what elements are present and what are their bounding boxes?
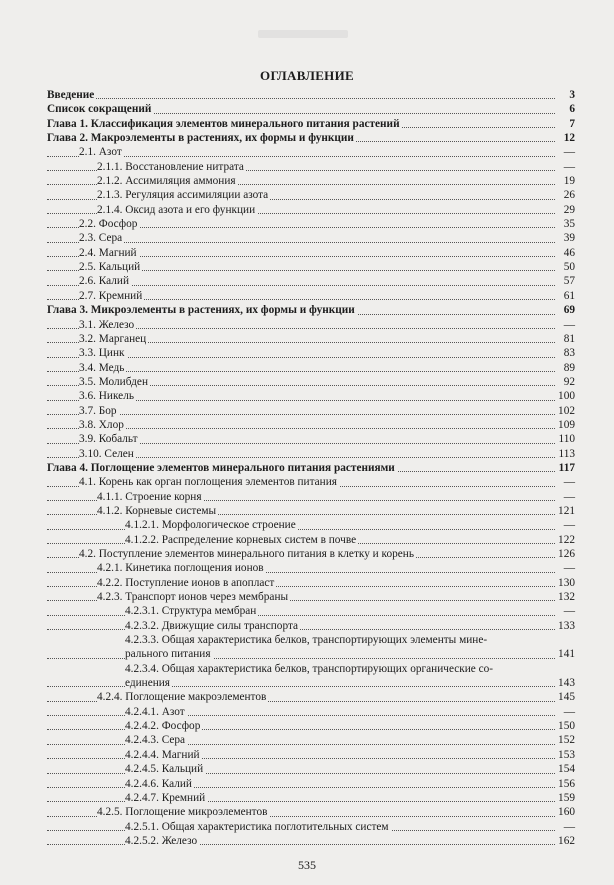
- toc-entry-page: 12: [555, 131, 575, 145]
- toc-entry-title: 3.8. Хлор: [79, 418, 124, 431]
- toc-entry-page: 159: [555, 791, 575, 805]
- toc-entry: [47, 834, 575, 848]
- toc-entry-title: 4.2.5.1. Общая характеристика поглотительных систем: [125, 820, 389, 833]
- toc-entry-page: —: [555, 145, 575, 159]
- toc-entry-title: 4.2.3.1. Структура мембран: [125, 605, 257, 618]
- toc-entry-page: 153: [555, 748, 575, 762]
- dot-leader: [47, 428, 575, 429]
- toc-entry: [47, 475, 575, 489]
- toc-entry-page: 145: [555, 690, 575, 704]
- toc-entry-title: 4.1.2.1. Морфологическое строение: [125, 519, 296, 532]
- toc-entry-title: Глава 3. Микроэлементы в растениях, их формы и функции: [47, 304, 355, 317]
- toc-entry-title: 4.2.3.2. Движущие силы транспорта: [125, 619, 299, 632]
- toc-entry-page: 109: [555, 418, 575, 432]
- toc-entry: [47, 748, 575, 762]
- toc-entry-page: 122: [555, 533, 575, 547]
- toc-entry-page: 150: [555, 719, 575, 733]
- toc-entry-title: Глава 4. Поглощение элементов минерального питания растениями: [47, 461, 395, 474]
- toc-entry-title: 4.2.4.1. Азот: [125, 705, 185, 718]
- page-number: 535: [298, 858, 316, 872]
- toc-entry: [47, 461, 575, 475]
- toc-entry-title: 3.2. Марганец: [79, 332, 147, 345]
- toc-entry-page: —: [555, 518, 575, 532]
- toc-entry: [47, 490, 575, 504]
- toc-entry-title: 4.2.5.2. Железо: [125, 834, 198, 847]
- toc-entry-title: Введение: [47, 89, 95, 101]
- toc-entry: [47, 274, 575, 288]
- toc-entry-page: 89: [555, 361, 575, 375]
- toc-entry-page: 126: [555, 547, 575, 561]
- toc-entry: [47, 820, 575, 834]
- toc-entry-title: 4.1.2.2. Распределение корневых систем в почве: [125, 533, 357, 546]
- toc-entry: [47, 518, 575, 532]
- toc-entry-page: 100: [555, 389, 575, 403]
- toc-entry: [47, 533, 575, 547]
- toc-entry: [47, 590, 575, 604]
- toc-entry-title: Глава 2. Макроэлементы в растениях, их формы и функции: [47, 132, 354, 145]
- toc-entry: [47, 733, 575, 747]
- toc-entry: [47, 418, 575, 432]
- toc-entry-title: 4.2.4.6. Калий: [125, 777, 192, 790]
- toc-entry-title: 4.2.4.4. Магний: [125, 748, 200, 761]
- toc-entry-page: 81: [555, 332, 575, 346]
- toc-entry: [47, 117, 575, 131]
- toc-entry-title: 2.1.3. Регуляция ассимиляции азота: [97, 189, 269, 202]
- toc-entry: [47, 217, 575, 231]
- toc-entry: [47, 260, 575, 274]
- toc-entry-title: 2.3. Сера: [79, 232, 123, 245]
- toc-entry-title: 3.9. Кобальт: [79, 433, 138, 446]
- toc-entry-page: 61: [555, 289, 575, 303]
- toc-entry-title: Список сокращений: [47, 103, 152, 116]
- toc-entry-page: 141: [555, 647, 575, 661]
- toc-entry-page: 46: [555, 246, 575, 260]
- toc-entry-page: —: [555, 705, 575, 719]
- toc-entry-page: 132: [555, 590, 575, 604]
- toc-entry: [47, 361, 575, 375]
- toc-entry-page: 19: [555, 174, 575, 188]
- toc-entry-title: 4.2.5. Поглощение микроэлементов: [97, 806, 268, 819]
- toc-entry-page: 83: [555, 346, 575, 360]
- toc-entry-page: —: [555, 475, 575, 489]
- toc-entry-title: 3.1. Железо: [79, 318, 135, 331]
- toc-entry: [47, 289, 575, 303]
- toc-entry: [47, 174, 575, 188]
- toc-entry-title: 4.2.4.3. Сера: [125, 734, 186, 747]
- toc-entry: [47, 404, 575, 418]
- toc-entry: [47, 777, 575, 791]
- toc-entry-title: 4.2.4.7. Кремний: [125, 791, 206, 804]
- toc-entry: [47, 203, 575, 217]
- toc-entry-page: 102: [555, 404, 575, 418]
- toc-entry-page: 121: [555, 504, 575, 518]
- toc-entry-title: 2.1.2. Ассимиляция аммония: [97, 175, 236, 188]
- toc-entry: [47, 791, 575, 805]
- toc-entry: [47, 676, 575, 690]
- toc-entry-page: 57: [555, 274, 575, 288]
- toc-entry: [47, 102, 575, 116]
- toc-entry-title: 4.2.2. Поступление ионов в апопласт: [97, 576, 275, 589]
- toc-entry-title: 4.2.1. Кинетика поглощения ионов: [97, 562, 264, 575]
- toc-entry-title: 2.6. Калий: [79, 275, 129, 288]
- toc-entry: [47, 633, 575, 647]
- toc-entry-page: —: [555, 561, 575, 575]
- toc-entry-title: 3.10. Селен: [79, 447, 134, 460]
- toc-entry-title: 4.1.2. Корневые системы: [97, 504, 217, 517]
- dot-leader: [47, 156, 575, 157]
- toc-entry: [47, 690, 575, 704]
- toc-entry-title: 2.1.4. Оксид азота и его функции: [97, 203, 256, 216]
- toc-entry-title: 2.7. Кремний: [79, 289, 143, 302]
- toc-entry: [47, 375, 575, 389]
- dot-leader: [47, 98, 575, 99]
- toc-entry-title: 3.3. Цинк: [79, 347, 125, 360]
- toc-entry-page: 143: [555, 676, 575, 690]
- toc-entry-title: рального питания: [125, 648, 211, 661]
- toc-entry: [47, 561, 575, 575]
- toc-entry: [47, 303, 575, 317]
- toc-entry-title: 4.2.4.5. Кальций: [125, 763, 204, 776]
- toc-entry-page: 35: [555, 217, 575, 231]
- toc-entry-page: 7: [555, 117, 575, 131]
- toc-entry-title: 4.2.4.2. Фосфор: [125, 720, 201, 733]
- toc-entry-page: —: [555, 820, 575, 834]
- toc-entry-title: 4.2.3.3. Общая характеристика белков, транспортирующих элементы мине-: [125, 634, 488, 647]
- toc-entry-title: 4.1. Корень как орган поглощения элементов питания: [79, 476, 337, 489]
- toc-entry-page: 110: [555, 432, 575, 446]
- toc-entry: [47, 705, 575, 719]
- toc-entry-page: 6: [555, 102, 575, 116]
- toc-entry: [47, 131, 575, 145]
- toc-entry-title: Глава 1. Классификация элементов минерального питания растений: [47, 117, 400, 130]
- toc-entry-title: 2.2. Фосфор: [79, 218, 138, 231]
- toc-entry-page: 117: [555, 461, 575, 475]
- toc-entry-page: —: [555, 160, 575, 174]
- toc-entry: [47, 762, 575, 776]
- toc-entry-title: 4.2.3. Транспорт ионов через мембраны: [97, 591, 289, 604]
- toc-entry-page: 50: [555, 260, 575, 274]
- toc-entry: [47, 719, 575, 733]
- toc-entry-page: 92: [555, 375, 575, 389]
- dot-leader: [47, 414, 575, 415]
- toc-entry: [47, 88, 575, 102]
- toc-entry: [47, 504, 575, 518]
- toc-entry-page: 162: [555, 834, 575, 848]
- toc-entry: [47, 604, 575, 618]
- toc-entry: [47, 160, 575, 174]
- toc-entry-page: 130: [555, 576, 575, 590]
- toc-entry-title: 3.4. Медь: [79, 361, 125, 374]
- toc-entry-title: 3.6. Никель: [79, 390, 134, 403]
- toc-entry: [47, 447, 575, 461]
- toc-entry-page: 113: [555, 447, 575, 461]
- toc-entry: [47, 432, 575, 446]
- toc-entry: [47, 346, 575, 360]
- toc-entry-page: 69: [555, 303, 575, 317]
- toc-entry: [47, 662, 575, 676]
- toc-entry: [47, 576, 575, 590]
- toc-entry-page: 156: [555, 777, 575, 791]
- toc-entry-page: 152: [555, 733, 575, 747]
- toc-entry: [47, 188, 575, 202]
- table-of-contents: [47, 88, 575, 848]
- toc-entry: [47, 246, 575, 260]
- toc-entry: [47, 389, 575, 403]
- dot-leader: [47, 242, 575, 243]
- toc-entry-page: 154: [555, 762, 575, 776]
- toc-entry-page: —: [555, 604, 575, 618]
- toc-entry-title: 4.2. Поступление элементов минерального питания в клетку и корень: [79, 548, 414, 560]
- toc-entry-title: 4.2.3.4. Общая характеристика белков, транспортирующих органические со-: [125, 662, 494, 675]
- toc-entry-page: 39: [555, 231, 575, 245]
- toc-entry: [47, 805, 575, 819]
- toc-entry-page: 3: [555, 88, 575, 102]
- toc-entry-title: 3.5. Молибден: [79, 375, 148, 388]
- toc-entry-title: 2.1.1. Восстановление нитрата: [97, 160, 244, 173]
- toc-entry-page: 160: [555, 805, 575, 819]
- toc-entry-title: 2.5. Кальций: [79, 261, 141, 274]
- toc-entry: [47, 318, 575, 332]
- toc-entry-page: 29: [555, 203, 575, 217]
- toc-entry: [47, 231, 575, 245]
- toc-entry: [47, 547, 575, 561]
- toc-entry-title: 3.7. Бор: [79, 404, 117, 417]
- toc-entry-page: 133: [555, 619, 575, 633]
- toc-entry: [47, 619, 575, 633]
- toc-entry: [47, 647, 575, 661]
- toc-entry-title: 4.1.1. Строение корня: [97, 490, 202, 503]
- toc-heading: ОГЛАВЛЕНИЕ: [260, 68, 354, 83]
- toc-entry-page: 26: [555, 188, 575, 202]
- toc-entry-title: 4.2.4. Поглощение макроэлементов: [97, 691, 267, 704]
- toc-entry: [47, 332, 575, 346]
- toc-entry-title: 2.4. Магний: [79, 246, 137, 259]
- toc-entry: [47, 145, 575, 159]
- toc-entry-page: —: [555, 318, 575, 332]
- bleed-through-mark: [258, 30, 348, 38]
- toc-entry-page: —: [555, 490, 575, 504]
- toc-entry-title: единения: [125, 677, 171, 690]
- toc-entry-title: 2.1. Азот: [79, 146, 122, 159]
